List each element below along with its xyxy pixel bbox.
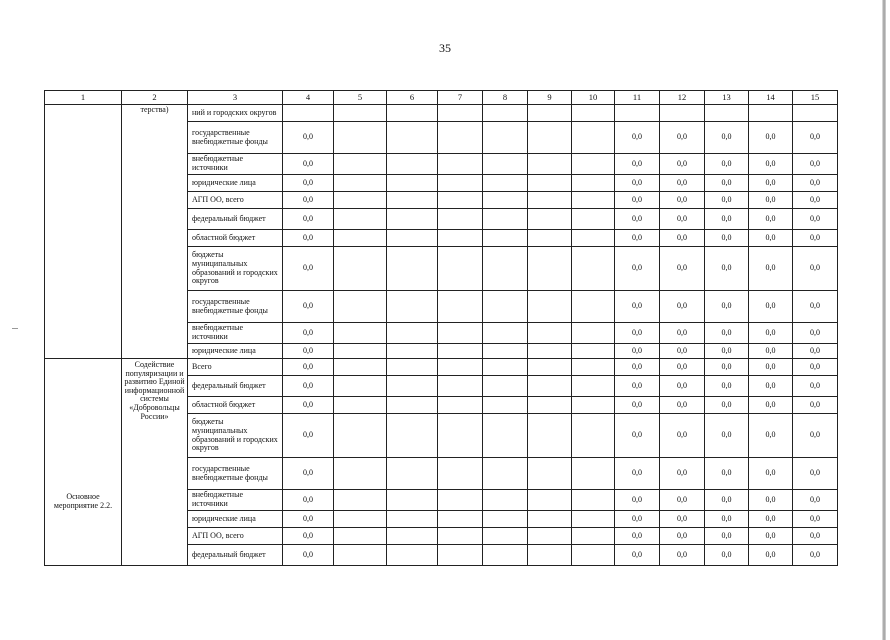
empty-col-7 [438, 175, 483, 192]
value-col-14: 0,0 [749, 323, 793, 344]
empty-col-8 [483, 458, 528, 490]
empty-col-10 [572, 247, 615, 291]
value-col-15: 0,0 [793, 458, 838, 490]
empty-col-10 [572, 414, 615, 458]
empty-col-9 [528, 175, 572, 192]
empty-col-6 [387, 528, 438, 545]
table-row [45, 359, 838, 376]
value-col-11: 0,0 [615, 122, 660, 154]
empty-col-7 [438, 528, 483, 545]
value-col-15: 0,0 [793, 511, 838, 528]
value-col-14: 0,0 [749, 175, 793, 192]
value-col-12: 0,0 [660, 247, 705, 291]
source-label: Всего [188, 359, 283, 376]
block1-executor-text: терства) [122, 105, 188, 359]
empty-col-5 [334, 122, 387, 154]
value-col-4: 0,0 [283, 122, 334, 154]
empty-col-5 [334, 230, 387, 247]
empty-col-10 [572, 154, 615, 175]
value-col-11: 0,0 [615, 247, 660, 291]
empty-col-6 [387, 323, 438, 344]
value-col-4: 0,0 [283, 291, 334, 323]
value-col-13: 0,0 [705, 359, 749, 376]
empty-col-5 [334, 414, 387, 458]
value-col-13: 0,0 [705, 122, 749, 154]
empty-col-9 [528, 209, 572, 230]
value-col-12: 0,0 [660, 323, 705, 344]
empty-col-8 [483, 490, 528, 511]
value-col-15: 0,0 [793, 175, 838, 192]
empty-col-10 [572, 122, 615, 154]
source-label: юридические лица [188, 344, 283, 359]
empty-col-6 [387, 511, 438, 528]
value-col-14: 0,0 [749, 209, 793, 230]
empty-col-5 [334, 209, 387, 230]
value-col-15: 0,0 [793, 247, 838, 291]
empty-col-5 [334, 397, 387, 414]
value-col-13: 0,0 [705, 490, 749, 511]
value-col-4: 0,0 [283, 230, 334, 247]
empty-col-7 [438, 397, 483, 414]
empty-col-6 [387, 344, 438, 359]
empty-col-10 [572, 105, 615, 122]
empty-col-7 [438, 230, 483, 247]
empty-col-7 [438, 209, 483, 230]
value-col-12 [660, 105, 705, 122]
empty-col-5 [334, 192, 387, 209]
value-col-15: 0,0 [793, 359, 838, 376]
empty-col-7 [438, 323, 483, 344]
empty-col-6 [387, 122, 438, 154]
source-label: бюджеты муниципальных образований и городских округов [188, 414, 283, 458]
empty-col-5 [334, 490, 387, 511]
value-col-12: 0,0 [660, 397, 705, 414]
value-col-14: 0,0 [749, 344, 793, 359]
empty-col-9 [528, 359, 572, 376]
value-col-15: 0,0 [793, 323, 838, 344]
page-number: 35 [439, 41, 451, 55]
empty-col-9 [528, 414, 572, 458]
value-col-11: 0,0 [615, 490, 660, 511]
empty-col-10 [572, 376, 615, 397]
empty-col-8 [483, 122, 528, 154]
source-label: федеральный бюджет [188, 545, 283, 566]
empty-col-7 [438, 376, 483, 397]
empty-col-5 [334, 376, 387, 397]
value-col-4: 0,0 [283, 528, 334, 545]
value-col-15: 0,0 [793, 154, 838, 175]
value-col-14: 0,0 [749, 291, 793, 323]
header-cell-13: 13 [705, 91, 749, 105]
empty-col-7 [438, 490, 483, 511]
empty-col-6 [387, 175, 438, 192]
value-col-13: 0,0 [705, 323, 749, 344]
value-col-13: 0,0 [705, 247, 749, 291]
value-col-15: 0,0 [793, 376, 838, 397]
source-label: юридические лица [188, 175, 283, 192]
source-label: внебюджетные источники [188, 154, 283, 175]
measure-description-2-2: Содействие популяризации и развитию Единой информационной системы «Добровольцы России» [122, 359, 188, 566]
value-col-15: 0,0 [793, 192, 838, 209]
value-col-4: 0,0 [283, 209, 334, 230]
empty-col-6 [387, 247, 438, 291]
empty-col-10 [572, 528, 615, 545]
empty-col-8 [483, 323, 528, 344]
value-col-14: 0,0 [749, 154, 793, 175]
source-label: федеральный бюджет [188, 376, 283, 397]
empty-col-9 [528, 458, 572, 490]
source-label: юридические лица [188, 511, 283, 528]
value-col-13: 0,0 [705, 545, 749, 566]
empty-col-8 [483, 511, 528, 528]
value-col-14 [749, 105, 793, 122]
empty-col-5 [334, 154, 387, 175]
value-col-15: 0,0 [793, 545, 838, 566]
source-label: внебюджетные источники [188, 490, 283, 511]
empty-col-5 [334, 545, 387, 566]
value-col-14: 0,0 [749, 192, 793, 209]
value-col-14: 0,0 [749, 247, 793, 291]
value-col-11: 0,0 [615, 376, 660, 397]
empty-col-10 [572, 291, 615, 323]
empty-col-7 [438, 291, 483, 323]
empty-col-8 [483, 545, 528, 566]
value-col-14: 0,0 [749, 359, 793, 376]
value-col-13: 0,0 [705, 192, 749, 209]
value-col-13: 0,0 [705, 154, 749, 175]
value-col-15: 0,0 [793, 414, 838, 458]
value-col-12: 0,0 [660, 154, 705, 175]
value-col-14: 0,0 [749, 397, 793, 414]
header-cell-2: 2 [122, 91, 188, 105]
value-col-11 [615, 105, 660, 122]
empty-col-7 [438, 154, 483, 175]
value-col-4: 0,0 [283, 154, 334, 175]
empty-col-9 [528, 247, 572, 291]
empty-col-9 [528, 291, 572, 323]
empty-col-7 [438, 458, 483, 490]
empty-col-6 [387, 490, 438, 511]
empty-col-9 [528, 376, 572, 397]
header-cell-12: 12 [660, 91, 705, 105]
empty-col-7 [438, 414, 483, 458]
value-col-12: 0,0 [660, 344, 705, 359]
empty-col-5 [334, 105, 387, 122]
empty-col-6 [387, 359, 438, 376]
header-cell-15: 15 [793, 91, 838, 105]
value-col-13: 0,0 [705, 511, 749, 528]
value-col-12: 0,0 [660, 511, 705, 528]
value-col-13: 0,0 [705, 230, 749, 247]
value-col-13: 0,0 [705, 376, 749, 397]
value-col-11: 0,0 [615, 344, 660, 359]
empty-col-8 [483, 154, 528, 175]
value-col-11: 0,0 [615, 397, 660, 414]
value-col-13: 0,0 [705, 291, 749, 323]
source-label: государственные внебюджетные фонды [188, 458, 283, 490]
value-col-13: 0,0 [705, 397, 749, 414]
value-col-11: 0,0 [615, 154, 660, 175]
value-col-15: 0,0 [793, 122, 838, 154]
empty-col-7 [438, 105, 483, 122]
empty-col-6 [387, 209, 438, 230]
value-col-14: 0,0 [749, 511, 793, 528]
value-col-11: 0,0 [615, 192, 660, 209]
empty-col-6 [387, 105, 438, 122]
value-col-12: 0,0 [660, 209, 705, 230]
value-col-13: 0,0 [705, 175, 749, 192]
empty-col-10 [572, 511, 615, 528]
empty-col-8 [483, 344, 528, 359]
empty-col-5 [334, 511, 387, 528]
header-cell-4: 4 [283, 91, 334, 105]
value-col-4: 0,0 [283, 359, 334, 376]
value-col-12: 0,0 [660, 528, 705, 545]
empty-col-8 [483, 105, 528, 122]
value-col-14: 0,0 [749, 528, 793, 545]
empty-col-9 [528, 528, 572, 545]
value-col-12: 0,0 [660, 230, 705, 247]
empty-col-5 [334, 344, 387, 359]
empty-col-9 [528, 344, 572, 359]
value-col-11: 0,0 [615, 323, 660, 344]
empty-col-10 [572, 458, 615, 490]
value-col-15: 0,0 [793, 490, 838, 511]
header-cell-6: 6 [387, 91, 438, 105]
empty-col-8 [483, 376, 528, 397]
header-cell-5: 5 [334, 91, 387, 105]
value-col-15: 0,0 [793, 291, 838, 323]
value-col-14: 0,0 [749, 230, 793, 247]
empty-col-7 [438, 545, 483, 566]
empty-col-5 [334, 175, 387, 192]
header-cell-14: 14 [749, 91, 793, 105]
value-col-14: 0,0 [749, 490, 793, 511]
empty-col-9 [528, 192, 572, 209]
value-col-14: 0,0 [749, 122, 793, 154]
empty-col-6 [387, 230, 438, 247]
source-label: областной бюджет [188, 230, 283, 247]
value-col-12: 0,0 [660, 414, 705, 458]
empty-col-10 [572, 545, 615, 566]
source-label: внебюджетные источники [188, 323, 283, 344]
source-label: государственные внебюджетные фонды [188, 291, 283, 323]
value-col-13: 0,0 [705, 344, 749, 359]
value-col-14: 0,0 [749, 414, 793, 458]
empty-col-9 [528, 511, 572, 528]
source-label: ний и городских округов [188, 105, 283, 122]
empty-col-8 [483, 247, 528, 291]
value-col-15 [793, 105, 838, 122]
empty-col-9 [528, 323, 572, 344]
header-cell-1: 1 [45, 91, 122, 105]
value-col-11: 0,0 [615, 545, 660, 566]
empty-col-8 [483, 209, 528, 230]
empty-col-6 [387, 397, 438, 414]
scan-edge-shadow [882, 0, 886, 640]
value-col-11: 0,0 [615, 528, 660, 545]
empty-col-10 [572, 397, 615, 414]
value-col-4: 0,0 [283, 458, 334, 490]
empty-col-6 [387, 376, 438, 397]
header-cell-11: 11 [615, 91, 660, 105]
header-cell-10: 10 [572, 91, 615, 105]
empty-col-9 [528, 105, 572, 122]
source-label: бюджеты муниципальных образований и городских округов [188, 247, 283, 291]
value-col-14: 0,0 [749, 545, 793, 566]
value-col-4: 0,0 [283, 175, 334, 192]
value-col-11: 0,0 [615, 291, 660, 323]
empty-col-5 [334, 291, 387, 323]
header-cell-7: 7 [438, 91, 483, 105]
value-col-13 [705, 105, 749, 122]
empty-col-7 [438, 122, 483, 154]
header-cell-3: 3 [188, 91, 283, 105]
value-col-4 [283, 105, 334, 122]
value-col-11: 0,0 [615, 414, 660, 458]
source-label: государственные внебюджетные фонды [188, 122, 283, 154]
measure-name-2-2: Основное мероприятие 2.2. [45, 359, 122, 566]
empty-col-9 [528, 490, 572, 511]
header-cell-9: 9 [528, 91, 572, 105]
value-col-15: 0,0 [793, 209, 838, 230]
empty-col-10 [572, 323, 615, 344]
budget-table [44, 90, 838, 566]
empty-col-9 [528, 397, 572, 414]
value-col-14: 0,0 [749, 458, 793, 490]
source-label: АГП ОО, всего [188, 528, 283, 545]
empty-col-7 [438, 359, 483, 376]
empty-col-8 [483, 528, 528, 545]
empty-col-6 [387, 192, 438, 209]
value-col-12: 0,0 [660, 545, 705, 566]
value-col-11: 0,0 [615, 230, 660, 247]
empty-col-7 [438, 344, 483, 359]
empty-col-9 [528, 230, 572, 247]
empty-col-5 [334, 458, 387, 490]
empty-col-10 [572, 192, 615, 209]
empty-col-8 [483, 230, 528, 247]
empty-col-10 [572, 344, 615, 359]
value-col-4: 0,0 [283, 414, 334, 458]
empty-col-8 [483, 291, 528, 323]
value-col-12: 0,0 [660, 359, 705, 376]
empty-col-10 [572, 209, 615, 230]
empty-col-5 [334, 359, 387, 376]
value-col-12: 0,0 [660, 458, 705, 490]
value-col-15: 0,0 [793, 230, 838, 247]
value-col-11: 0,0 [615, 458, 660, 490]
empty-col-7 [438, 511, 483, 528]
source-label: федеральный бюджет [188, 209, 283, 230]
table-row [45, 105, 838, 122]
empty-col-10 [572, 490, 615, 511]
value-col-4: 0,0 [283, 545, 334, 566]
empty-col-10 [572, 359, 615, 376]
empty-col-6 [387, 545, 438, 566]
empty-col-6 [387, 414, 438, 458]
block1-col1-empty [45, 105, 122, 359]
value-col-11: 0,0 [615, 511, 660, 528]
value-col-4: 0,0 [283, 397, 334, 414]
value-col-4: 0,0 [283, 376, 334, 397]
value-col-12: 0,0 [660, 122, 705, 154]
scan-margin-mark [12, 328, 18, 329]
source-label: АГП ОО, всего [188, 192, 283, 209]
value-col-12: 0,0 [660, 291, 705, 323]
empty-col-7 [438, 247, 483, 291]
value-col-4: 0,0 [283, 344, 334, 359]
empty-col-7 [438, 192, 483, 209]
empty-col-10 [572, 175, 615, 192]
value-col-12: 0,0 [660, 490, 705, 511]
value-col-11: 0,0 [615, 359, 660, 376]
value-col-12: 0,0 [660, 376, 705, 397]
value-col-15: 0,0 [793, 528, 838, 545]
header-row [45, 91, 838, 105]
empty-col-8 [483, 414, 528, 458]
value-col-15: 0,0 [793, 397, 838, 414]
empty-col-9 [528, 122, 572, 154]
value-col-13: 0,0 [705, 209, 749, 230]
value-col-4: 0,0 [283, 323, 334, 344]
value-col-12: 0,0 [660, 192, 705, 209]
empty-col-8 [483, 397, 528, 414]
header-cell-8: 8 [483, 91, 528, 105]
empty-col-6 [387, 154, 438, 175]
empty-col-8 [483, 175, 528, 192]
empty-col-9 [528, 545, 572, 566]
source-label: областной бюджет [188, 397, 283, 414]
empty-col-6 [387, 458, 438, 490]
empty-col-8 [483, 192, 528, 209]
empty-col-9 [528, 154, 572, 175]
empty-col-5 [334, 247, 387, 291]
empty-col-5 [334, 323, 387, 344]
value-col-14: 0,0 [749, 376, 793, 397]
value-col-12: 0,0 [660, 175, 705, 192]
value-col-15: 0,0 [793, 344, 838, 359]
value-col-4: 0,0 [283, 247, 334, 291]
value-col-13: 0,0 [705, 528, 749, 545]
empty-col-5 [334, 528, 387, 545]
value-col-4: 0,0 [283, 490, 334, 511]
value-col-11: 0,0 [615, 175, 660, 192]
empty-col-6 [387, 291, 438, 323]
value-col-11: 0,0 [615, 209, 660, 230]
value-col-4: 0,0 [283, 511, 334, 528]
value-col-13: 0,0 [705, 414, 749, 458]
value-col-4: 0,0 [283, 192, 334, 209]
empty-col-8 [483, 359, 528, 376]
value-col-13: 0,0 [705, 458, 749, 490]
empty-col-10 [572, 230, 615, 247]
